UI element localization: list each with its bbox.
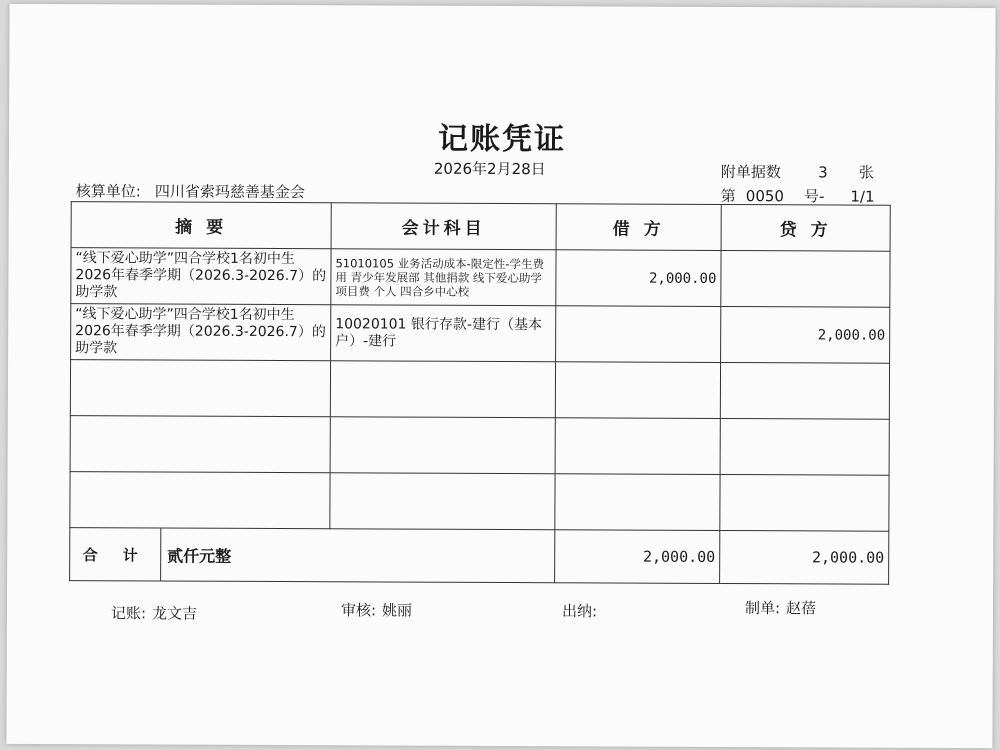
preparer-label: 制单: bbox=[744, 599, 781, 618]
empty-row bbox=[70, 472, 889, 532]
attachment-number: 3 bbox=[818, 163, 828, 182]
total-cell bbox=[70, 528, 555, 583]
total-label: 合 计 bbox=[70, 528, 161, 580]
attachment-label: 附单据数 bbox=[720, 162, 781, 182]
voucher-number-prefix: 第 bbox=[720, 186, 736, 206]
col-credit-header: 贷 方 bbox=[721, 204, 890, 251]
total-credit: 2,000.00 bbox=[720, 530, 889, 584]
empty-row bbox=[70, 360, 889, 420]
reviewer-signature bbox=[341, 599, 412, 620]
preparer-name: 赵蓓 bbox=[786, 599, 817, 618]
total-debit: 2,000.00 bbox=[555, 530, 720, 584]
entry-summary: “线下爱心助学”四合学校1名初中生2026年春季学期（2026.3-2026.7）的助学款 bbox=[71, 248, 331, 305]
col-account-header: 会计科目 bbox=[331, 203, 556, 250]
bookkeeper-label: 记账: bbox=[110, 604, 147, 623]
empty-row bbox=[70, 416, 889, 476]
voucher-number-value: 0050 bbox=[745, 187, 785, 206]
entry-debit bbox=[556, 306, 721, 363]
reviewer-name: 姚丽 bbox=[381, 601, 413, 620]
entry-account: 10020101 银行存款-建行（基本户）-建行 bbox=[331, 305, 556, 362]
cashier-label: 出纳: bbox=[561, 602, 598, 621]
attachment-unit: 张 bbox=[858, 163, 874, 182]
bookkeeper-name: 龙文吉 bbox=[151, 604, 198, 623]
voucher-page: 1/1 bbox=[850, 187, 875, 206]
voucher-paper bbox=[6, 4, 995, 748]
accounting-unit-name: 四川省索玛慈善基金会 bbox=[154, 182, 305, 202]
voucher-table bbox=[69, 201, 891, 585]
header-row bbox=[71, 202, 890, 252]
voucher-title: 记账凭证 bbox=[437, 121, 567, 158]
accounting-unit bbox=[76, 180, 305, 202]
attachment-count bbox=[721, 161, 874, 183]
accounting-unit-label: 核算单位: bbox=[75, 182, 141, 201]
entry-summary: “线下爱心助学”四合学校1名初中生2026年春季学期（2026.3-2026.7）的助学款 bbox=[71, 304, 331, 361]
total-in-words: 贰仟元整 bbox=[167, 546, 232, 566]
table-row bbox=[71, 248, 890, 308]
entry-account: 51010105 业务活动成本-限定性-学生费用 青少年发展部 其他捐款 线下爱心助学 项目费 个人 四合乡中心校 bbox=[331, 249, 556, 306]
voucher-number-suffix: 号- bbox=[803, 187, 825, 206]
reviewer-label: 审核: bbox=[340, 601, 377, 620]
entry-credit bbox=[721, 250, 890, 307]
col-debit-header: 借 方 bbox=[556, 204, 721, 251]
bookkeeper-signature bbox=[111, 602, 197, 623]
entry-debit: 2,000.00 bbox=[556, 250, 721, 307]
preparer-signature bbox=[745, 597, 816, 618]
entry-credit: 2,000.00 bbox=[721, 306, 890, 363]
col-summary-header: 摘 要 bbox=[71, 202, 331, 249]
table-row bbox=[71, 304, 890, 364]
voucher-date: 2026年2月28日 bbox=[433, 159, 546, 179]
cashier-signature bbox=[562, 600, 603, 621]
total-row bbox=[70, 528, 889, 585]
